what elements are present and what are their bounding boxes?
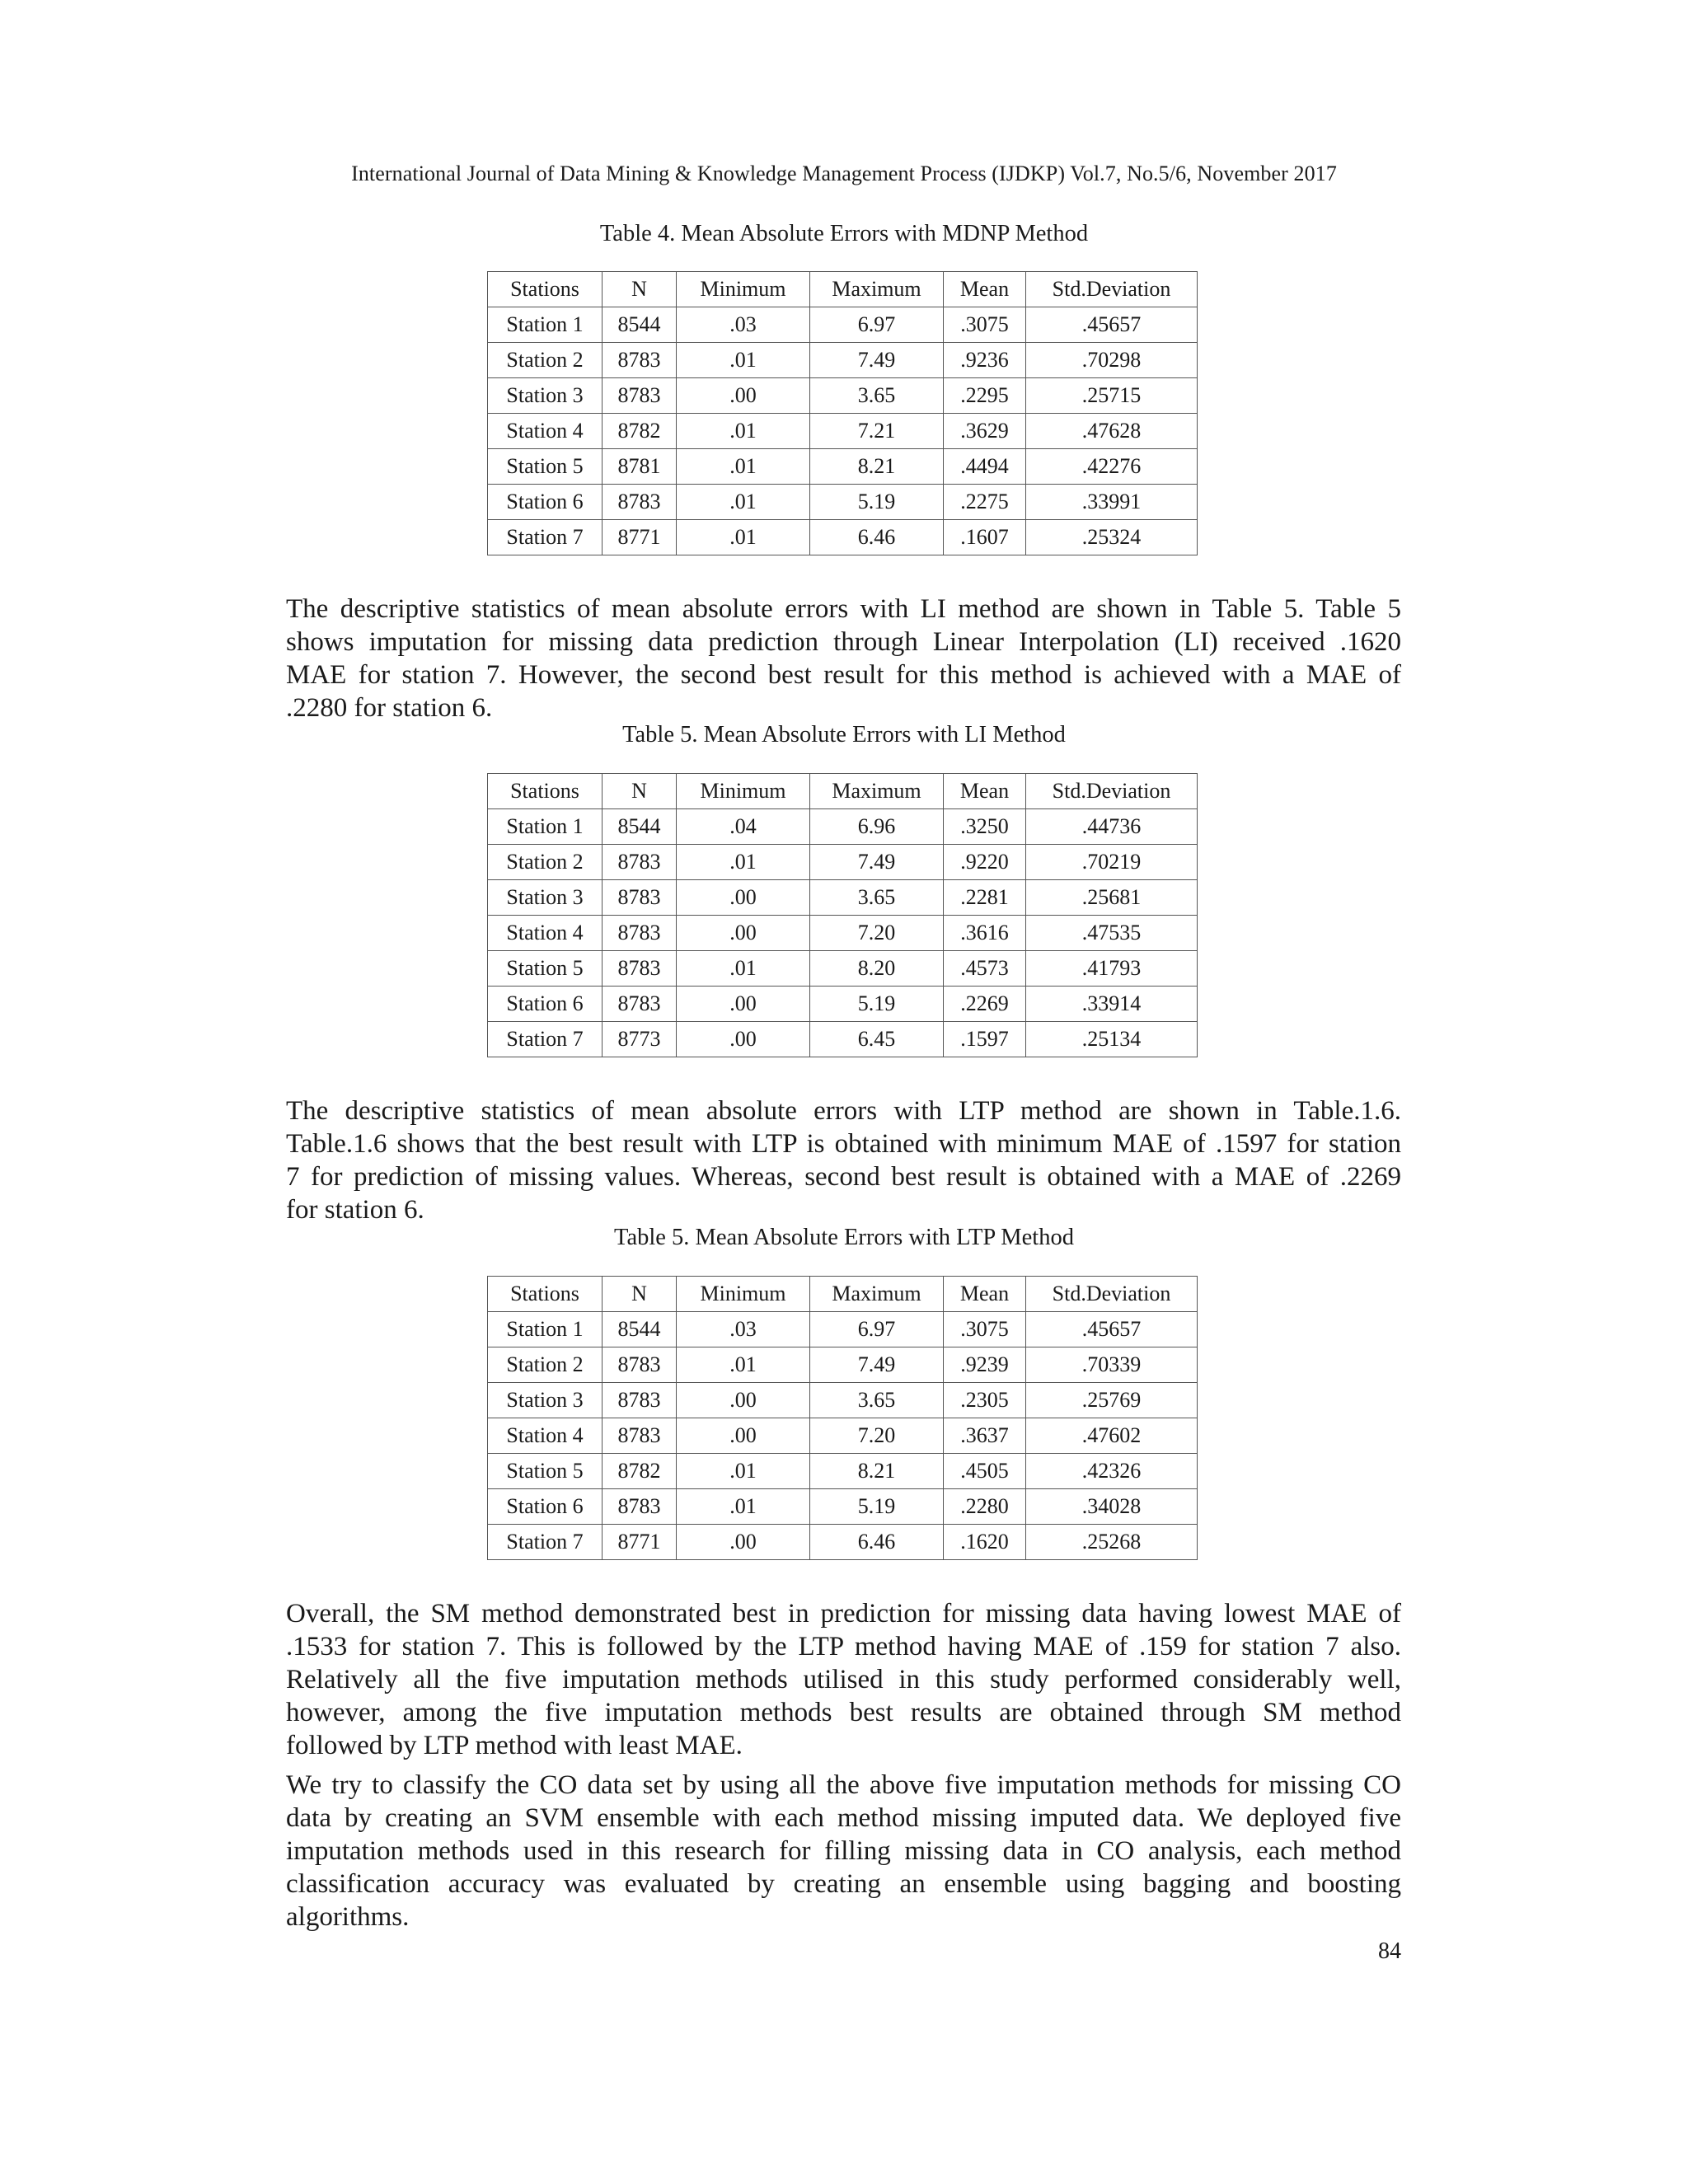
table-row	[488, 1347, 1198, 1383]
value-cell: .3629	[944, 414, 1026, 449]
value-cell: 8544	[603, 1312, 677, 1347]
station-cell: Station 5	[488, 449, 603, 485]
value-cell: 8783	[603, 916, 677, 951]
station-cell: Station 7	[488, 1022, 603, 1057]
value-cell: 8544	[603, 307, 677, 343]
value-cell: .01	[677, 343, 810, 378]
text-line: data by creating an SVM ensemble with each method missing imputed data. We deployed five	[286, 1803, 1401, 1833]
value-cell: 7.49	[810, 343, 944, 378]
table-row	[488, 343, 1198, 378]
paragraph-overall-results	[286, 1597, 1401, 1762]
value-cell: 8782	[603, 414, 677, 449]
value-cell: 8783	[603, 1347, 677, 1383]
text-line: for station 6.	[286, 1195, 424, 1225]
value-cell: .00	[677, 880, 810, 916]
value-cell: .4505	[944, 1454, 1026, 1489]
value-cell: .34028	[1026, 1489, 1198, 1525]
value-cell: .47628	[1026, 414, 1198, 449]
table-5-li-caption: Table 5. Mean Absolute Errors with LI Method	[622, 722, 1066, 748]
value-cell: .1597	[944, 1022, 1026, 1057]
text-line: 7 for prediction of missing values. Whereas, second best result is obtained with a MAE of .2269	[286, 1162, 1401, 1192]
value-cell: .47535	[1026, 916, 1198, 951]
table-header-row	[488, 774, 1198, 809]
value-cell: 6.46	[810, 520, 944, 555]
value-cell: .2305	[944, 1383, 1026, 1418]
table-row	[488, 809, 1198, 845]
value-cell: .42326	[1026, 1454, 1198, 1489]
text-line: shows imputation for missing data prediction through Linear Interpolation (LI) received .1620	[286, 627, 1401, 657]
value-cell: .25324	[1026, 520, 1198, 555]
value-cell: .4494	[944, 449, 1026, 485]
table-row	[488, 378, 1198, 414]
text-line: however, among the five imputation methods best results are obtained through SM method	[286, 1698, 1401, 1727]
text-line: Overall, the SM method demonstrated best in prediction for missing data having lowest MAE of	[286, 1599, 1401, 1629]
value-cell: 6.46	[810, 1525, 944, 1560]
column-header: Std.Deviation	[1026, 272, 1198, 307]
column-header: Maximum	[810, 1277, 944, 1312]
value-cell: 8773	[603, 1022, 677, 1057]
station-cell: Station 3	[488, 378, 603, 414]
value-cell: 8.21	[810, 449, 944, 485]
value-cell: .3616	[944, 916, 1026, 951]
column-header: Std.Deviation	[1026, 1277, 1198, 1312]
value-cell: 5.19	[810, 485, 944, 520]
text-line: We try to classify the CO data set by using all the above five imputation methods for missing CO	[286, 1770, 1401, 1800]
column-header: N	[603, 1277, 677, 1312]
table-5-li	[487, 773, 1198, 1057]
value-cell: 8771	[603, 520, 677, 555]
value-cell: 7.49	[810, 845, 944, 880]
value-cell: .44736	[1026, 809, 1198, 845]
column-header: Std.Deviation	[1026, 774, 1198, 809]
value-cell: 8783	[603, 1489, 677, 1525]
value-cell: 8783	[603, 1418, 677, 1454]
table-5-ltp-caption: Table 5. Mean Absolute Errors with LTP Method	[614, 1225, 1074, 1250]
value-cell: .2275	[944, 485, 1026, 520]
column-header: Mean	[944, 1277, 1026, 1312]
value-cell: .01	[677, 1454, 810, 1489]
column-header: Minimum	[677, 272, 810, 307]
value-cell: .25715	[1026, 378, 1198, 414]
station-cell: Station 1	[488, 307, 603, 343]
table-row	[488, 307, 1198, 343]
page-number: 84	[1378, 1938, 1401, 1964]
value-cell: 8783	[603, 951, 677, 987]
value-cell: 8783	[603, 845, 677, 880]
value-cell: 8771	[603, 1525, 677, 1560]
value-cell: .01	[677, 449, 810, 485]
column-header: Stations	[488, 774, 603, 809]
value-cell: .3250	[944, 809, 1026, 845]
value-cell: 8783	[603, 880, 677, 916]
table-row	[488, 1383, 1198, 1418]
value-cell: .04	[677, 809, 810, 845]
text-line: The descriptive statistics of mean absolute errors with LTP method are shown in Table.1.6.	[286, 1096, 1401, 1126]
column-header: N	[603, 272, 677, 307]
text-line: MAE for station 7. However, the second best result for this method is achieved with a MAE of	[286, 660, 1401, 690]
station-cell: Station 2	[488, 845, 603, 880]
station-cell: Station 5	[488, 1454, 603, 1489]
value-cell: 7.20	[810, 1418, 944, 1454]
table-4-mdnp	[487, 271, 1198, 555]
text-line: .1533 for station 7. This is followed by the LTP method having MAE of .159 for station 7 also.	[286, 1632, 1401, 1661]
station-cell: Station 3	[488, 1383, 603, 1418]
value-cell: .2295	[944, 378, 1026, 414]
value-cell: .00	[677, 1525, 810, 1560]
value-cell: .01	[677, 520, 810, 555]
table-row	[488, 1022, 1198, 1057]
value-cell: .00	[677, 378, 810, 414]
value-cell: .9236	[944, 343, 1026, 378]
value-cell: .4573	[944, 951, 1026, 987]
value-cell: .33914	[1026, 987, 1198, 1022]
station-cell: Station 7	[488, 520, 603, 555]
value-cell: .42276	[1026, 449, 1198, 485]
value-cell: .70298	[1026, 343, 1198, 378]
table-row	[488, 987, 1198, 1022]
value-cell: .3637	[944, 1418, 1026, 1454]
value-cell: .01	[677, 951, 810, 987]
value-cell: .1620	[944, 1525, 1026, 1560]
value-cell: .00	[677, 1418, 810, 1454]
table-row	[488, 880, 1198, 916]
value-cell: .25268	[1026, 1525, 1198, 1560]
value-cell: .03	[677, 307, 810, 343]
station-cell: Station 4	[488, 414, 603, 449]
station-cell: Station 3	[488, 880, 603, 916]
table-row	[488, 951, 1198, 987]
value-cell: 8783	[603, 1383, 677, 1418]
value-cell: .70219	[1026, 845, 1198, 880]
column-header: Minimum	[677, 774, 810, 809]
text-line: The descriptive statistics of mean absolute errors with LI method are shown in Table 5. Table 5	[286, 594, 1401, 624]
value-cell: .01	[677, 414, 810, 449]
column-header: Minimum	[677, 1277, 810, 1312]
value-cell: .01	[677, 485, 810, 520]
value-cell: .00	[677, 987, 810, 1022]
value-cell: .00	[677, 1022, 810, 1057]
station-cell: Station 1	[488, 809, 603, 845]
value-cell: 8782	[603, 1454, 677, 1489]
value-cell: 5.19	[810, 987, 944, 1022]
station-cell: Station 4	[488, 1418, 603, 1454]
value-cell: 8783	[603, 343, 677, 378]
table-row	[488, 520, 1198, 555]
column-header: N	[603, 774, 677, 809]
value-cell: .01	[677, 845, 810, 880]
text-line: classification accuracy was evaluated by creating an ensemble using bagging and boosting	[286, 1869, 1401, 1899]
station-cell: Station 6	[488, 987, 603, 1022]
text-line: followed by LTP method with least MAE.	[286, 1731, 743, 1760]
column-header: Maximum	[810, 774, 944, 809]
value-cell: 3.65	[810, 1383, 944, 1418]
station-cell: Station 1	[488, 1312, 603, 1347]
column-header: Stations	[488, 272, 603, 307]
value-cell: 8781	[603, 449, 677, 485]
table-row	[488, 1489, 1198, 1525]
column-header: Stations	[488, 1277, 603, 1312]
value-cell: .9220	[944, 845, 1026, 880]
table-row	[488, 414, 1198, 449]
table-row	[488, 449, 1198, 485]
station-cell: Station 6	[488, 1489, 603, 1525]
text-line: algorithms.	[286, 1902, 410, 1932]
value-cell: 7.20	[810, 916, 944, 951]
column-header: Maximum	[810, 272, 944, 307]
value-cell: .45657	[1026, 307, 1198, 343]
value-cell: .00	[677, 916, 810, 951]
value-cell: 7.21	[810, 414, 944, 449]
table-header-row	[488, 1277, 1198, 1312]
value-cell: .41793	[1026, 951, 1198, 987]
table-row	[488, 485, 1198, 520]
value-cell: 8.21	[810, 1454, 944, 1489]
table-row	[488, 1418, 1198, 1454]
station-cell: Station 6	[488, 485, 603, 520]
table-header-row	[488, 272, 1198, 307]
value-cell: .9239	[944, 1347, 1026, 1383]
table-row	[488, 1454, 1198, 1489]
text-line: imputation methods used in this research for filling missing data in CO analysis, each method	[286, 1836, 1401, 1866]
value-cell: .2269	[944, 987, 1026, 1022]
value-cell: .2281	[944, 880, 1026, 916]
text-line: Table.1.6 shows that the best result with LTP is obtained with minimum MAE of .1597 for station	[286, 1129, 1401, 1159]
table-4-caption: Table 4. Mean Absolute Errors with MDNP Method	[599, 221, 1089, 246]
value-cell: .70339	[1026, 1347, 1198, 1383]
value-cell: 8783	[603, 987, 677, 1022]
value-cell: 8783	[603, 485, 677, 520]
text-line: Relatively all the five imputation methods utilised in this study performed considerably well,	[286, 1665, 1401, 1694]
running-header: International Journal of Data Mining & Knowledge Management Process (IJDKP) Vol.7, No.5/6, November 2017	[351, 162, 1337, 185]
value-cell: .01	[677, 1489, 810, 1525]
station-cell: Station 2	[488, 1347, 603, 1383]
value-cell: .25134	[1026, 1022, 1198, 1057]
value-cell: .25769	[1026, 1383, 1198, 1418]
value-cell: 6.45	[810, 1022, 944, 1057]
station-cell: Station 4	[488, 916, 603, 951]
value-cell: .47602	[1026, 1418, 1198, 1454]
paragraph-ltp-description	[286, 1094, 1401, 1226]
value-cell: .3075	[944, 307, 1026, 343]
paragraph-svm-ensemble	[286, 1769, 1401, 1933]
value-cell: 6.96	[810, 809, 944, 845]
station-cell: Station 7	[488, 1525, 603, 1560]
value-cell: 8.20	[810, 951, 944, 987]
value-cell: .00	[677, 1383, 810, 1418]
station-cell: Station 5	[488, 951, 603, 987]
station-cell: Station 2	[488, 343, 603, 378]
value-cell: 3.65	[810, 378, 944, 414]
value-cell: .33991	[1026, 485, 1198, 520]
table-row	[488, 1525, 1198, 1560]
value-cell: .2280	[944, 1489, 1026, 1525]
table-5-ltp	[487, 1276, 1198, 1560]
table-row	[488, 845, 1198, 880]
text-line: .2280 for station 6.	[286, 693, 493, 723]
value-cell: .03	[677, 1312, 810, 1347]
value-cell: .45657	[1026, 1312, 1198, 1347]
column-header: Mean	[944, 272, 1026, 307]
value-cell: 6.97	[810, 1312, 944, 1347]
value-cell: 8783	[603, 378, 677, 414]
table-row	[488, 1312, 1198, 1347]
value-cell: .1607	[944, 520, 1026, 555]
value-cell: 5.19	[810, 1489, 944, 1525]
value-cell: 7.49	[810, 1347, 944, 1383]
value-cell: .25681	[1026, 880, 1198, 916]
paragraph-li-description	[286, 593, 1401, 724]
table-row	[488, 916, 1198, 951]
value-cell: .01	[677, 1347, 810, 1383]
value-cell: 8544	[603, 809, 677, 845]
column-header: Mean	[944, 774, 1026, 809]
value-cell: 3.65	[810, 880, 944, 916]
value-cell: 6.97	[810, 307, 944, 343]
value-cell: .3075	[944, 1312, 1026, 1347]
